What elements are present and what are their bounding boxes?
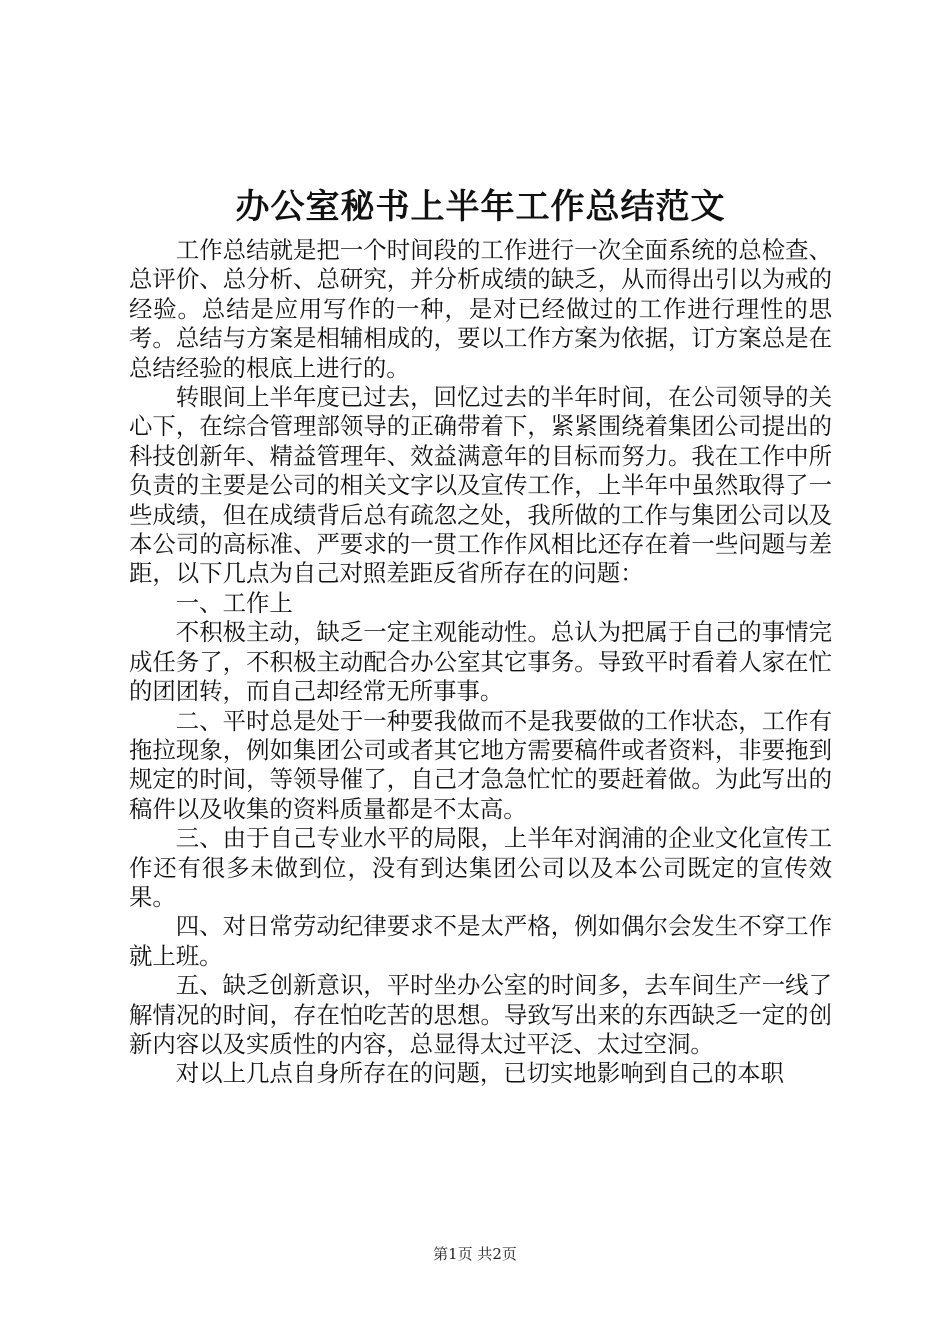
paragraph-issue-expertise: 三、由于自己专业水平的局限，上半年对润浦的企业文化宣传工作还有很多未做到位，没有到达集团公司以及本公司既定的宣传效果。 <box>129 824 832 911</box>
paragraph-overview: 转眼间上半年度已过去，回忆过去的半年时间，在公司领导的关心下，在综合管理部领导的正确带着下，紧紧围绕着集团公司提出的科技创新年、精益管理年、效益满意年的目标而努力。我在工作中所负责的主要是公司的相关文字以及宣传工作，上半年中虽然取得了一些成绩，但在成绩背后总有疏忽之处，我所做的工作与集团公司以及本公司的高标准、严要求的一贯工作作风相比还存在着一些问题与差距，以下几点为自己对照差距反省所存在的问题： <box>129 383 832 588</box>
page-footer: 第1页 共2页 <box>433 1245 517 1263</box>
paragraph-issue-procrastination: 二、平时总是处于一种要我做而不是我要做的工作状态，工作有拖拉现象，例如集团公司或者其它地方需要稿件或者资料，非要拖到规定的时间，等领导催了，自己才急急忙忙的要赶着做。为此写出的稿件以及收集的资料质量都是不太高。 <box>129 706 832 823</box>
section-heading-work: 一、工作上 <box>175 588 293 617</box>
paragraph-conclusion: 对以上几点自身所存在的问题，已切实地影响到自己的本职 <box>175 1059 784 1088</box>
paragraph-issue-discipline: 四、对日常劳动纪律要求不是太严格，例如偶尔会发生不穿工作就上班。 <box>129 912 832 970</box>
document-page <box>129 182 832 1089</box>
document-title: 办公室秘书上半年工作总结范文 <box>235 187 726 227</box>
paragraph-intro: 工作总结就是把一个时间段的工作进行一次全面系统的总检查、总评价、总分析、总研究，并分析成绩的缺乏，从而得出引以为戒的经验。总结是应用写作的一种，是对已经做过的工作进行理性的思考。总结与方案是相辅相成的，要以工作方案为依据，订方案总是在总结经验的根底上进行的。 <box>129 236 832 382</box>
paragraph-issue-initiative: 不积极主动，缺乏一定主观能动性。总认为把属于自己的事情完成任务了，不积极主动配合办公室其它事务。导致平时看着人家在忙的团团转，而自己却经常无所事事。 <box>129 618 832 706</box>
paragraph-issue-innovation: 五、缺乏创新意识，平时坐办公室的时间多，去车间生产一线了解情况的时间，存在怕吃苦的思想。导致写出来的东西缺乏一定的创新内容以及实质性的内容，总显得太过平泛、太过空洞。 <box>129 971 832 1058</box>
